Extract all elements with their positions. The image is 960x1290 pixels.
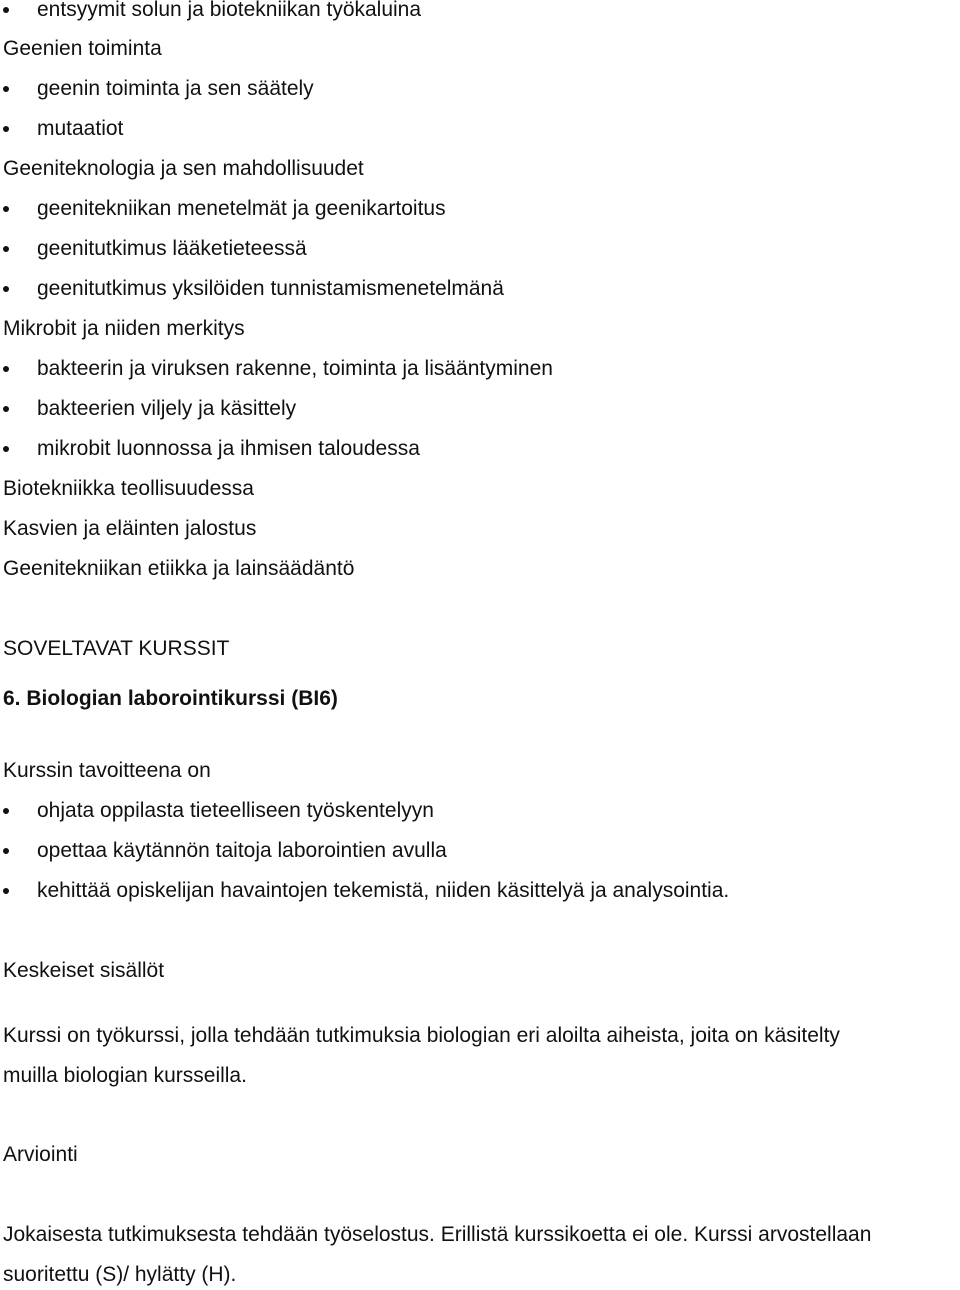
content-paragraph-line: Kurssi on työkurssi, jolla tehdään tutkimuksia biologian eri aloilta aiheista, joita on käsitelty: [3, 1024, 840, 1047]
list-item-text: geenitutkimus yksilöiden tunnistamismenetelmänä: [37, 277, 504, 300]
list-item-text: geenitutkimus lääketieteessä: [37, 237, 307, 260]
assessment-paragraph-line: Jokaisesta tutkimuksesta tehdään työselostus. Erillistä kurssikoetta ei ole. Kurssi arvostellaan: [3, 1223, 872, 1246]
bullet-icon: [3, 206, 9, 212]
subheading-geeniteknologia: Geeniteknologia ja sen mahdollisuudet: [3, 157, 364, 180]
section-heading: SOVELTAVAT KURSSIT: [3, 637, 230, 660]
bullet-icon: [3, 246, 9, 252]
subheading-mikrobit: Mikrobit ja niiden merkitys: [3, 317, 245, 340]
bullet-icon: [3, 86, 9, 92]
bullet-icon: [3, 7, 9, 13]
bullet-icon: [3, 126, 9, 132]
bullet-icon: [3, 888, 9, 894]
list-item-text: ohjata oppilasta tieteelliseen työskentelyyn: [37, 799, 434, 822]
list-item-text: bakteerien viljely ja käsittely: [37, 397, 297, 420]
list-item-text: opettaa käytännön taitoja laborointien avulla: [37, 839, 447, 862]
list-item-text: mikrobit luonnossa ja ihmisen taloudessa: [37, 437, 420, 460]
assessment-heading: Arviointi: [3, 1143, 78, 1166]
content-heading: Keskeiset sisällöt: [3, 959, 165, 982]
list-item-text: kehittää opiskelijan havaintojen tekemistä, niiden käsittelyä ja analysointia.: [37, 879, 730, 902]
topic-etiikka: Geenitekniikan etiikka ja lainsäädäntö: [3, 557, 355, 580]
subheading-geenien-toiminta: Geenien toiminta: [3, 37, 162, 60]
assessment-paragraph-line: suoritettu (S)/ hylätty (H).: [3, 1263, 237, 1286]
list-item-text: bakteerin ja viruksen rakenne, toiminta ja lisääntyminen: [37, 357, 553, 380]
bullet-icon: [3, 446, 9, 452]
bullet-icon: [3, 366, 9, 372]
bullet-icon: [3, 286, 9, 292]
list-item-text: geenin toiminta ja sen säätely: [37, 77, 314, 100]
bullet-icon: [3, 808, 9, 814]
bullet-icon: [3, 848, 9, 854]
goal-intro: Kurssin tavoitteena on: [3, 759, 211, 782]
bullet-icon: [3, 406, 9, 412]
course-title: 6. Biologian laborointikurssi (BI6): [3, 687, 338, 710]
list-item-text: mutaatiot: [37, 117, 124, 140]
list-item-text: entsyymit solun ja biotekniikan työkaluina: [37, 0, 422, 21]
list-item-text: geenitekniikan menetelmät ja geenikartoitus: [37, 197, 446, 220]
topic-kasvien-jalostus: Kasvien ja eläinten jalostus: [3, 517, 257, 540]
content-paragraph-line: muilla biologian kursseilla.: [3, 1064, 247, 1087]
topic-biotekniikka: Biotekniikka teollisuudessa: [3, 477, 254, 500]
